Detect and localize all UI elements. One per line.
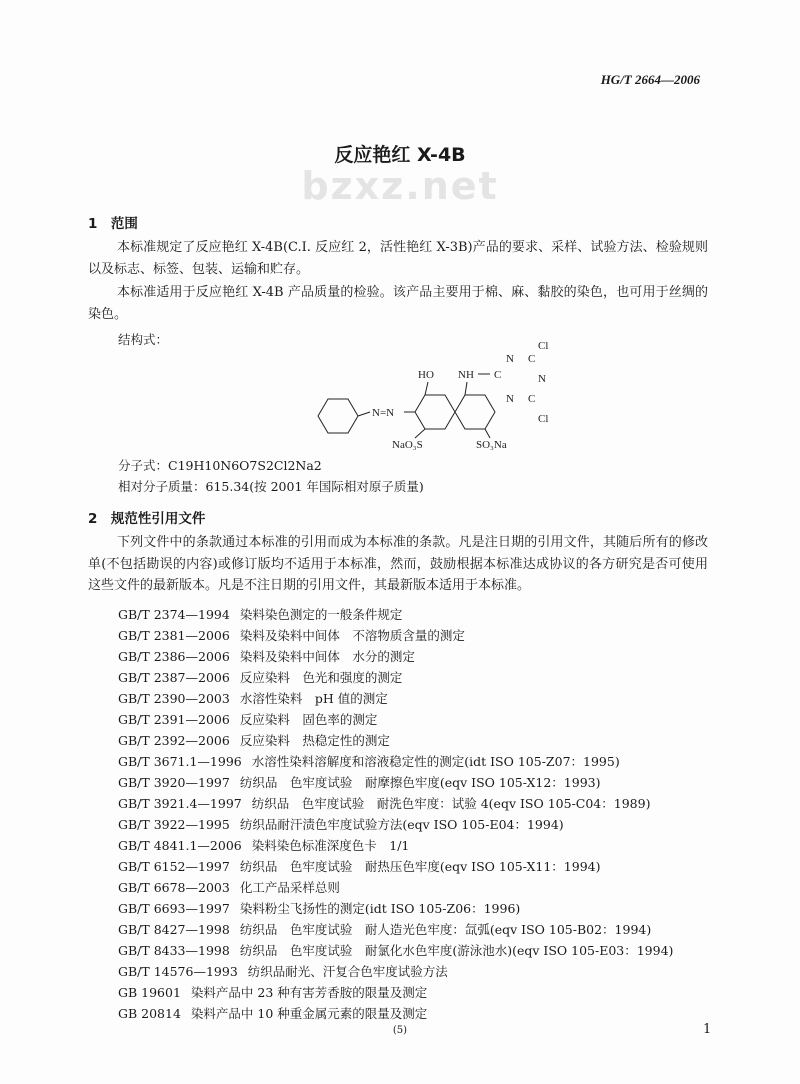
reference-title: 纺织品 色牢度试验 耐摩擦色牢度(eqv ISO 105-X12：1993)	[239, 775, 601, 790]
chemical-structure	[300, 340, 560, 454]
reference-title: 染料及染料中间体 不溶物质含量的测定	[239, 628, 465, 643]
section-1-heading: 1 范围	[88, 216, 138, 232]
section-1-para-1: 本标准规定了反应艳红 X-4B(C.I. 反应红 2，活性艳红 X-3B)产品的要求、采样、试验方法、检验规则以及标志、标签、包装、运输和贮存。	[88, 240, 708, 277]
reference-list	[118, 604, 673, 1024]
reference-title: 染料产品中 23 种有害芳香胺的限量及测定	[190, 985, 428, 1000]
reference-item	[118, 919, 673, 940]
reference-title: 染料产品中 10 种重金属元素的限量及测定	[190, 1006, 428, 1021]
chlorine-label: Cl	[538, 413, 549, 425]
reference-code: GB/T 2391—2006	[118, 712, 230, 727]
reference-code: GB/T 2386—2006	[118, 649, 230, 664]
azo-label: N=N	[372, 407, 395, 419]
reference-item	[118, 604, 673, 625]
hydroxy-label: HO	[418, 369, 434, 381]
reference-item	[118, 982, 673, 1003]
reference-code: GB/T 6693—1997	[118, 901, 230, 916]
reference-item	[118, 730, 673, 751]
reference-title: 纺织品 色牢度试验 耐热压色牢度(eqv ISO 105-X11：1994)	[239, 859, 601, 874]
reference-title: 纺织品 色牢度试验 耐氯化水色牢度(游泳池水)(eqv ISO 105-E03：1994)	[239, 943, 674, 958]
reference-title: 反应染料 固色率的测定	[239, 712, 378, 727]
reference-code: GB/T 3921.4—1997	[118, 796, 242, 811]
page-number: 1	[703, 1022, 712, 1037]
reference-code: GB/T 3671.1—1996	[118, 754, 242, 769]
reference-code: GB/T 14576—1993	[118, 964, 238, 979]
reference-item	[118, 709, 673, 730]
triazine-n: N	[506, 353, 514, 365]
reference-code: GB/T 3922—1995	[118, 817, 230, 832]
reference-title: 化工产品采样总则	[239, 880, 340, 895]
watermark: bzxz.net	[301, 164, 499, 208]
triazine-c: C	[528, 353, 536, 365]
page-marker: (5)	[392, 1025, 408, 1036]
section-2-heading: 2 规范性引用文件	[88, 511, 206, 527]
reference-title: 染料染色测定的一般条件规定	[239, 607, 403, 622]
reference-title: 染料及染料中间体 水分的测定	[239, 649, 415, 664]
reference-title: 水溶性染料溶解度和溶液稳定性的测定(idt ISO 105-Z07：1995)	[251, 754, 620, 769]
triazine-c: C	[494, 369, 502, 381]
reference-code: GB/T 8433—1998	[118, 943, 230, 958]
reference-code: GB/T 2387—2006	[118, 670, 230, 685]
reference-title: 纺织品 色牢度试验 耐人造光色牢度：氙弧(eqv ISO 105-B02：1994)	[239, 922, 652, 937]
reference-code: GB 20814	[118, 1006, 181, 1021]
left-sulfonate-label: NaO₃S	[392, 439, 423, 451]
reference-item	[118, 793, 673, 814]
reference-item	[118, 835, 673, 856]
reference-title: 染料染色标准深度色卡 1/1	[251, 838, 410, 853]
reference-item	[118, 961, 673, 982]
reference-code: GB/T 8427—1998	[118, 922, 230, 937]
reference-title: 纺织品耐汗渍色牢度试验方法(eqv ISO 105-E04：1994)	[239, 817, 564, 832]
section-1-para-2: 本标准适用于反应艳红 X-4B 产品质量的检验。该产品主要用于棉、麻、黏胶的染色，也可用于丝绸的染色。	[88, 285, 708, 322]
reference-code: GB/T 2390—2003	[118, 691, 230, 706]
molecular-formula	[118, 456, 322, 474]
molecular-mass: 相对分子质量：615.34(按 2001 年国际相对原子质量)	[118, 479, 424, 494]
reference-code: GB 19601	[118, 985, 181, 1000]
formula-label: 分子式：	[118, 458, 169, 473]
reference-item	[118, 751, 673, 772]
reference-item	[118, 688, 673, 709]
reference-item	[118, 1003, 673, 1024]
formula-value: C19H10N6O7S2Cl2Na2	[168, 458, 322, 473]
reference-code: GB/T 2381—2006	[118, 628, 230, 643]
reference-item	[118, 814, 673, 835]
reference-item	[118, 646, 673, 667]
right-sulfonate-label: SO₃Na	[476, 439, 507, 451]
reference-item	[118, 772, 673, 793]
chlorine-label: Cl	[538, 340, 549, 352]
reference-item	[118, 856, 673, 877]
reference-code: GB/T 2374—1994	[118, 607, 230, 622]
reference-title: 水溶性染料 pH 值的测定	[239, 691, 388, 706]
triazine-c: C	[528, 393, 536, 405]
reference-code: GB/T 3920—1997	[118, 775, 230, 790]
reference-title: 反应染料 色光和强度的测定	[239, 670, 403, 685]
reference-title: 染料粉尘飞扬性的测定(idt ISO 105-Z06：1996)	[239, 901, 521, 916]
reference-title: 纺织品 色牢度试验 耐洗色牢度：试验 4(eqv ISO 105-C04：1989)	[251, 796, 651, 811]
reference-item	[118, 625, 673, 646]
reference-item	[118, 898, 673, 919]
reference-code: GB/T 4841.1—2006	[118, 838, 242, 853]
amine-label: NH	[458, 369, 474, 381]
triazine-n: N	[506, 393, 514, 405]
reference-title: 反应染料 热稳定性的测定	[239, 733, 390, 748]
document-title: 反应艳红 X-4B	[334, 144, 466, 166]
reference-code: GB/T 6152—1997	[118, 859, 230, 874]
reference-item	[118, 667, 673, 688]
reference-code: GB/T 6678—2003	[118, 880, 230, 895]
reference-item	[118, 877, 673, 898]
reference-code: GB/T 2392—2006	[118, 733, 230, 748]
standard-code: HG/T 2664—2006	[600, 72, 700, 87]
triazine-n: N	[538, 373, 546, 385]
reference-title: 纺织品耐光、汗复合色牢度试验方法	[247, 964, 448, 979]
structure-label: 结构式：	[118, 332, 169, 347]
reference-item	[118, 940, 673, 961]
section-2-para: 下列文件中的条款通过本标准的引用而成为本标准的条款。凡是注日期的引用文件，其随后所有的修改单(不包括勘误的内容)或修订版均不适用于本标准，然而，鼓励根据本标准达成协议的各方研究是否可使用这些文件的最新版本。凡是不注日期的引用文件，其最新版本适用于本标准。	[88, 535, 708, 593]
